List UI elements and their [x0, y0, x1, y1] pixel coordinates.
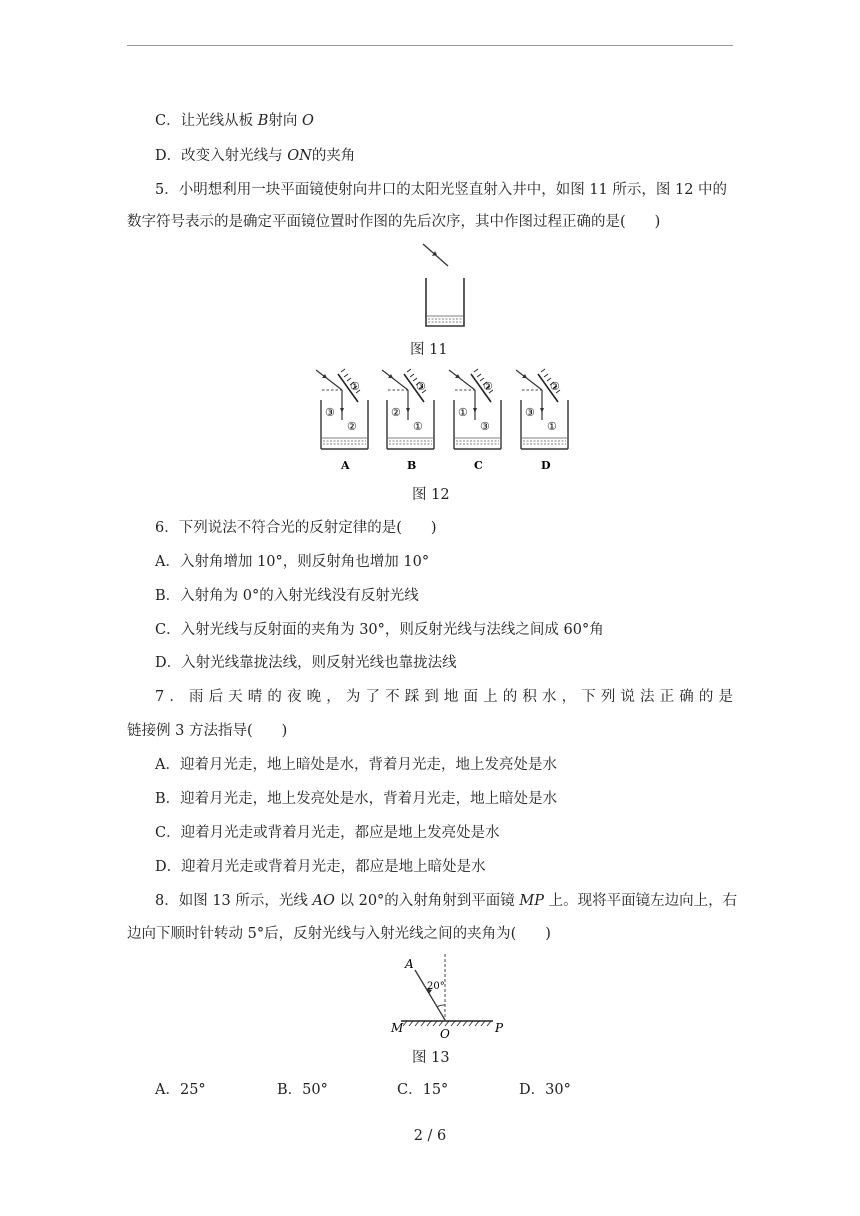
fig12-label-d: D — [541, 459, 551, 472]
fig12-d-mark-1: ② — [550, 380, 560, 393]
q8-option-d: D．30° — [519, 1082, 571, 1098]
q8-stem-line1: 8．如图 13 所示，光线 AO 以 20°的入射角射到平面镜 MP 上。现将平面镜左边向上，右 — [155, 893, 738, 909]
q7-stem-line1: 7．雨后天晴的夜晚，为了不踩到地面上的积水，下列说法正确的是 — [155, 689, 733, 705]
fig12-b-mark-2: ② — [391, 406, 401, 419]
fig12-b-mark-1: ③ — [416, 380, 426, 393]
q6-option-d: D．入射光线靠拢法线，则反射光线也靠拢法线 — [155, 655, 457, 671]
fig12-a-mark-3: ② — [347, 420, 357, 433]
q7-option-b: B．迎着月光走，地上发亮处是水，背着月光走，地上暗处是水 — [155, 791, 558, 807]
figure-13-caption: 图 13 — [412, 1050, 450, 1066]
figure-12-caption: 图 12 — [412, 487, 450, 503]
fig12-label-a: A — [341, 459, 350, 472]
fig12-c-mark-3: ③ — [480, 420, 490, 433]
figure-12 — [310, 364, 580, 474]
fig13-angle-label: 20° — [427, 981, 445, 992]
q7-option-c: C．迎着月光走或背着月光走，都应是地上发亮处是水 — [155, 825, 500, 841]
q6-option-b: B．入射角为 0°的入射光线没有反射光线 — [155, 588, 419, 604]
page-number: 2 / 6 — [413, 1128, 447, 1144]
q4-option-d: D．改变入射光线与 ON的夹角 — [155, 148, 356, 164]
fig12-c-mark-1: ② — [483, 380, 493, 393]
q7-option-a: A．迎着月光走，地上暗处是水，背着月光走，地上发亮处是水 — [155, 757, 557, 773]
q8-stem-line2: 边向下顺时针转动 5°后，反射光线与入射光线之间的夹角为( ) — [127, 926, 551, 942]
fig12-label-c: C — [474, 459, 483, 472]
q5-stem-line2: 数字符号表示的是确定平面镜位置时作图的先后次序，其中作图过程正确的是( ) — [127, 214, 661, 230]
q8-option-a: A．25° — [155, 1082, 206, 1098]
q8-option-c: C．15° — [397, 1082, 449, 1098]
q5-stem-line1: 5．小明想利用一块平面镜使射向井口的太阳光竖直射入井中，如图 11 所示，图 12 中的 — [155, 182, 728, 198]
fig13-label-a: A — [405, 957, 414, 971]
q6-stem: 6．下列说法不符合光的反射定律的是( ) — [155, 520, 437, 536]
q8-option-b: B．50° — [277, 1082, 328, 1098]
fig12-d-mark-2: ③ — [525, 406, 535, 419]
fig12-a-mark-2: ③ — [325, 406, 335, 419]
fig12-d-mark-3: ① — [547, 420, 557, 433]
q4-option-c: C．让光线从板 B射向 O — [155, 113, 314, 129]
fig13-label-p: P — [495, 1021, 504, 1035]
fig12-label-b: B — [407, 459, 417, 472]
fig12-c-mark-2: ① — [458, 406, 468, 419]
fig12-b-mark-3: ① — [413, 420, 423, 433]
q6-option-c: C．入射光线与反射面的夹角为 30°，则反射光线与法线之间成 60°角 — [155, 622, 604, 638]
q6-option-a: A．入射角增加 10°，则反射角也增加 10° — [155, 554, 430, 570]
fig13-label-o: O — [440, 1027, 450, 1041]
figure-13 — [385, 950, 510, 1042]
fig13-label-m: M — [391, 1021, 404, 1035]
q7-option-d: D．迎着月光走或背着月光走，都应是地上暗处是水 — [155, 859, 486, 875]
fig12-a-mark-1: ① — [350, 380, 360, 393]
figure-11 — [410, 240, 480, 332]
header-rule — [127, 45, 733, 46]
q7-stem-line2: 链接例 3 方法指导( ) — [127, 723, 288, 739]
figure-11-caption: 图 11 — [410, 342, 448, 358]
